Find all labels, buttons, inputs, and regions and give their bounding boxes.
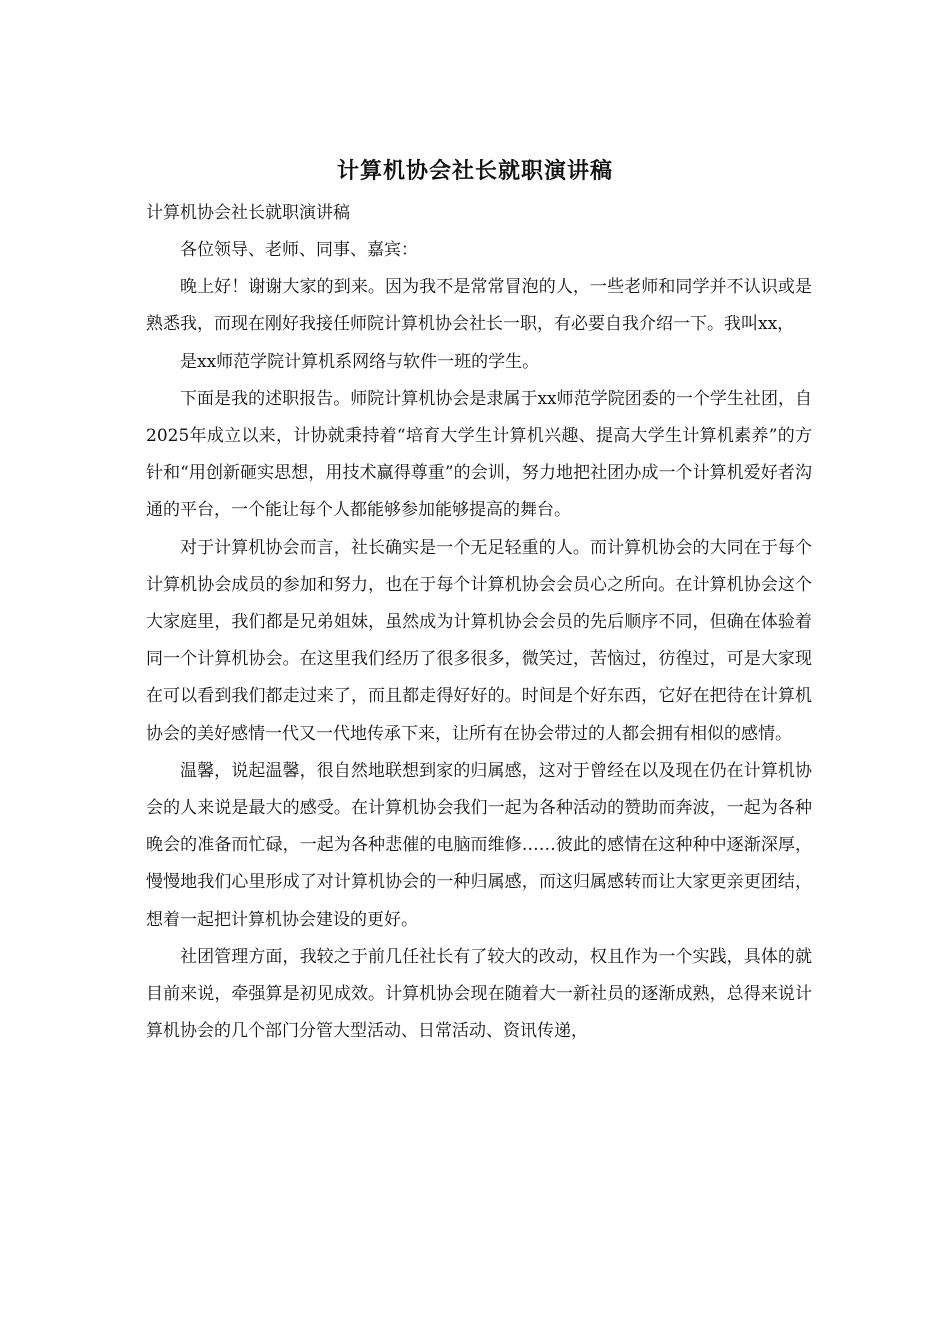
paragraph-role: 对于计算机协会而言，社长确实是一个无足轻重的人。而计算机协会的大同在于每个计算机协会成员的参加和努力，也在于每个计算机协会会员心之所向。在计算机协会这个大家庭里，我们都是兄弟姐妹，虽然成为计算机协会会员的先后顺序不同，但确在体验着同一个计算机协会。在这里我们经历了很多很多，微笑过，苦恼过，彷徨过，可是大家现在可以看到我们都走过来了，而且都走得好好的。时间是个好东西，它好在把待在计算机协会的美好感情一代又一代地传承下来，让所有在协会带过的人都会拥有相似的感情。 — [146, 537, 812, 744]
paragraph-management: 社团管理方面，我较之于前几任社长有了较大的改动，权且作为一个实践，具体的就目前来说，牵强算是初见成效。计算机协会现在随着大一新社员的逐渐成熟，总得来说计算机协会的几个部门分管大型活动、日常活动、资讯传递， — [146, 946, 812, 1042]
paragraph-warmth: 温馨，说起温馨，很自然地联想到家的归属感，这对于曾经在以及现在仍在计算机协会的人来说是最大的感受。在计算机协会我们一起为各种活动的赞助而奔波，一起为各种晚会的准备而忙碌，一起为各种悲催的电脑而维修……彼此的感情在这种种中逐渐深厚，慢慢地我们心里形成了对计算机协会的一种归属感，而这归属感转而让大家更亲更团结，想着一起把计算机协会建设的更好。 — [146, 760, 812, 930]
document-subtitle: 计算机协会社长就职演讲稿 — [146, 203, 350, 223]
document-title: 计算机协会社长就职演讲稿 — [336, 158, 613, 184]
paragraph-greeting: 各位领导、老师、同事、嘉宾： — [180, 240, 418, 260]
paragraph-intro: 晚上好！谢谢大家的到来。因为我不是常常冒泡的人，一些老师和同学并不认识或是熟悉我，而现在刚好我接任师院计算机协会社长一职，有必要自我介绍一下。我叫xx， — [146, 277, 812, 335]
document-body — [146, 232, 812, 1050]
paragraph-identity: 是xx师范学院计算机系网络与软件一班的学生。 — [180, 351, 540, 372]
paragraph-report: 下面是我的述职报告。师院计算机协会是隶属于xx师范学院团委的一个学生社团，自2025年成立以来，计协就秉持着“培育大学生计算机兴趣、提高大学生计算机素养”的方针和“用创新砸实思想，用技术赢得尊重”的会训，努力地把社团办成一个计算机爱好者沟通的平台，一个能让每个人都能够参加能够提高的舞台。 — [146, 388, 812, 521]
